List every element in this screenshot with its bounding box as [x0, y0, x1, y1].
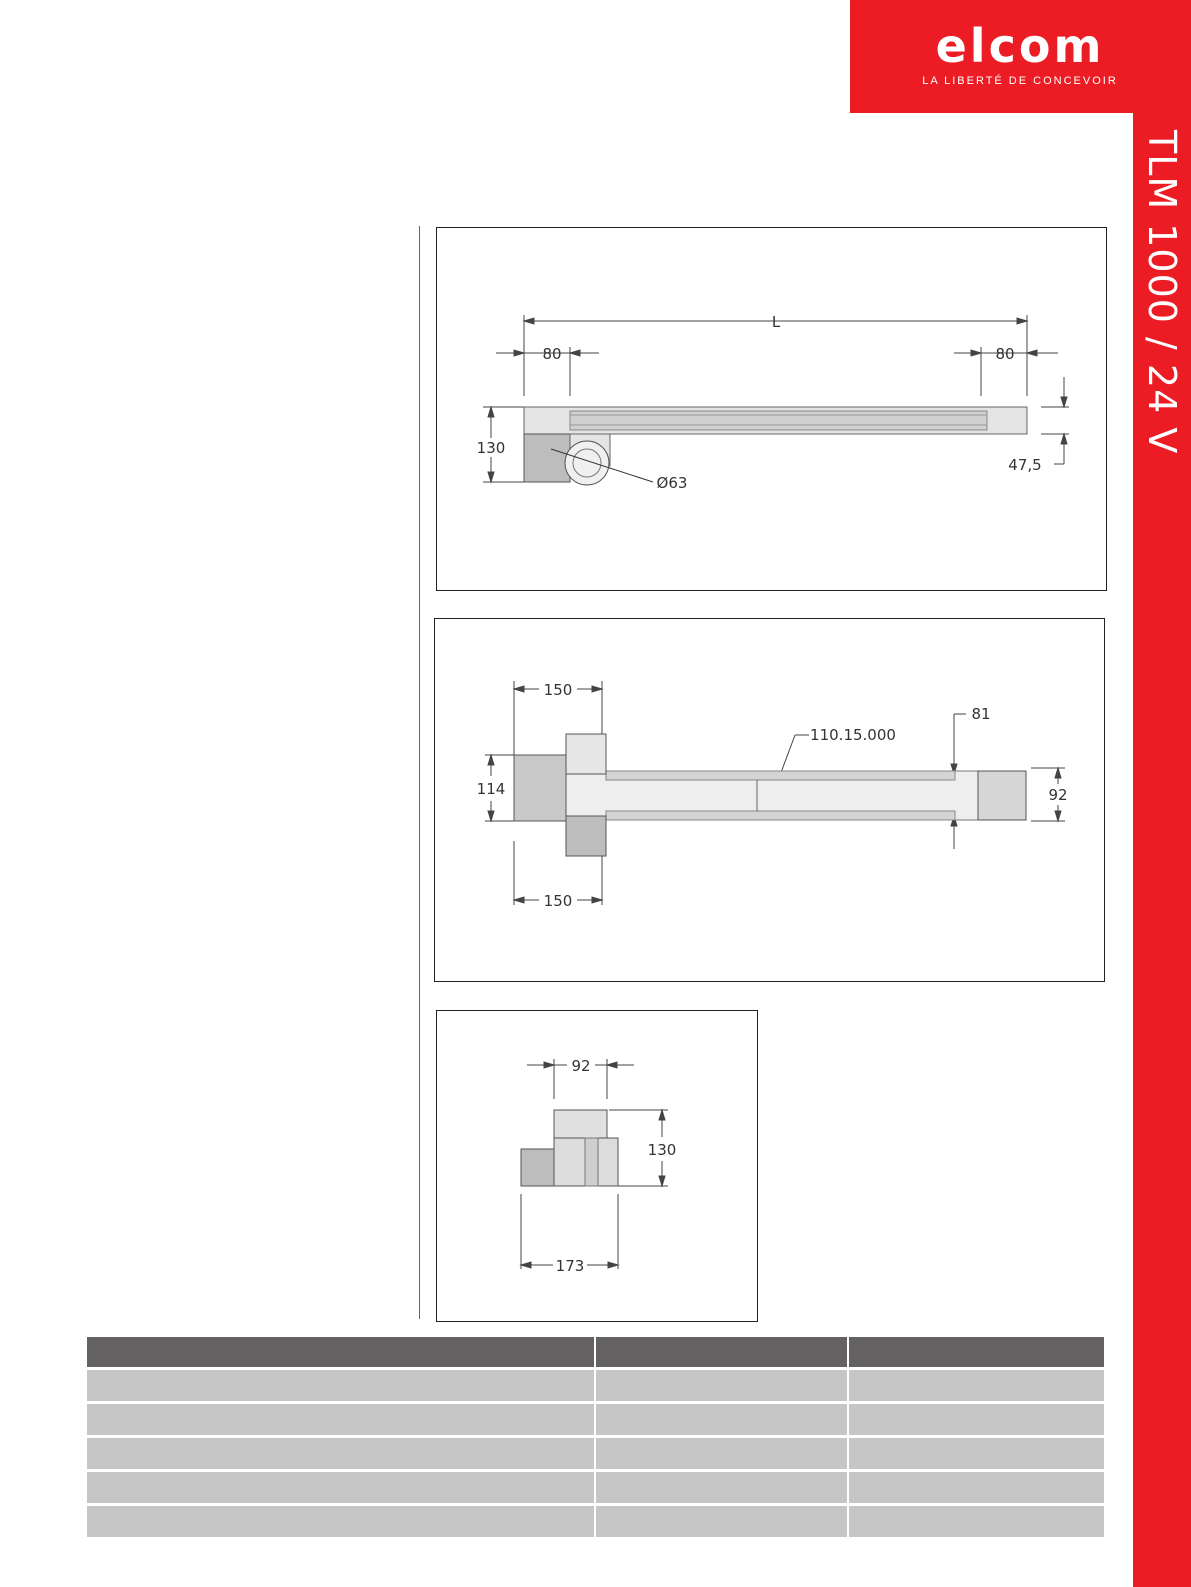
table-row	[87, 1367, 1104, 1401]
table-cell	[87, 1503, 596, 1537]
table-row	[87, 1469, 1104, 1503]
dim-47-5: 47,5	[1008, 456, 1042, 474]
table-cell	[849, 1503, 1104, 1537]
dim-114: 114	[476, 780, 506, 798]
specs-table	[87, 1337, 1104, 1537]
dim-81: 81	[971, 705, 991, 723]
table-row	[87, 1503, 1104, 1537]
table-cell	[596, 1503, 850, 1537]
table-cell	[849, 1401, 1104, 1435]
side-view-drawing	[436, 227, 1107, 591]
table-cell	[596, 1367, 850, 1401]
table-row	[87, 1435, 1104, 1469]
table-cell	[87, 1435, 596, 1469]
product-title	[1133, 130, 1191, 455]
dim-diameter-63: Ø63	[656, 474, 688, 492]
table-header-row	[87, 1337, 1104, 1367]
dim-150-top: 150	[543, 681, 573, 699]
table-cell	[849, 1469, 1104, 1503]
brand-tagline: LA LIBERTÉ DE CONCEVOIR	[922, 75, 1118, 87]
end-view-drawing	[436, 1010, 758, 1322]
brand-header	[850, 0, 1191, 113]
table-header-cell	[849, 1337, 1104, 1367]
dim-92-end: 92	[571, 1057, 591, 1075]
table-cell	[87, 1401, 596, 1435]
part-number-110-15-000: 110.15.000	[810, 726, 896, 744]
dim-130: 130	[476, 439, 506, 457]
top-view-drawing	[434, 618, 1105, 982]
dim-length: L	[771, 313, 781, 331]
table-cell	[87, 1367, 596, 1401]
elcom-logo: elcom	[935, 19, 1105, 73]
dim-80-left: 80	[542, 345, 562, 363]
table-header-cell	[596, 1337, 850, 1367]
product-title-text: TLM 1000 / 24 V	[1140, 130, 1184, 455]
dim-130-end: 130	[647, 1141, 677, 1159]
table-cell	[596, 1401, 850, 1435]
dim-173: 173	[555, 1257, 585, 1275]
dim-92: 92	[1048, 786, 1068, 804]
table-cell	[596, 1469, 850, 1503]
dim-150-bottom: 150	[543, 892, 573, 910]
column-divider	[419, 226, 420, 1319]
table-cell	[849, 1367, 1104, 1401]
table-cell	[87, 1469, 596, 1503]
table-cell	[849, 1435, 1104, 1469]
dim-80-right: 80	[995, 345, 1015, 363]
table-row	[87, 1401, 1104, 1435]
table-header-cell	[87, 1337, 596, 1367]
table-cell	[596, 1435, 850, 1469]
